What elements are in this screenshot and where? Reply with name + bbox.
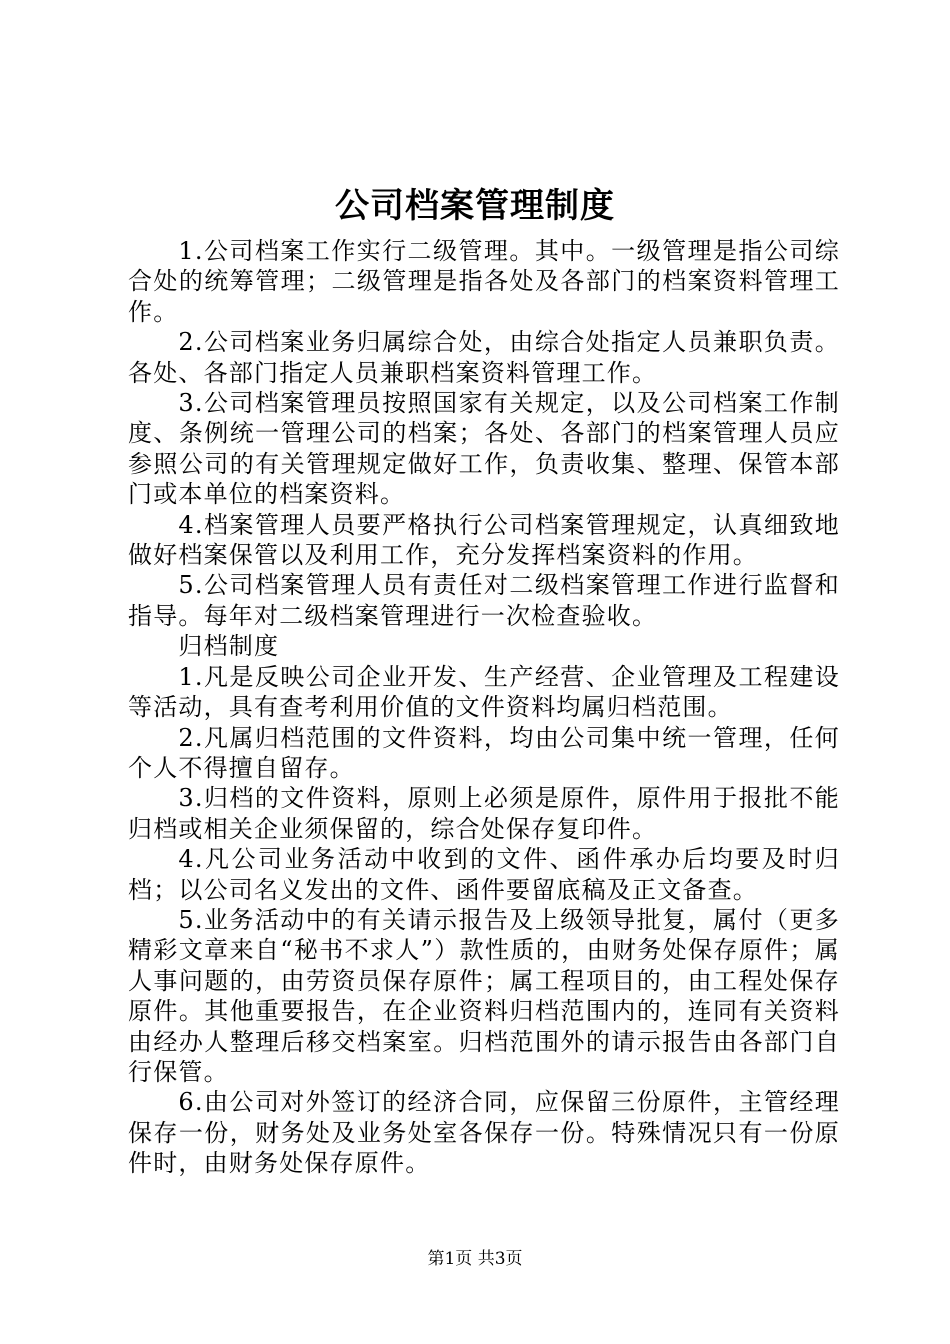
page-title: 公司档案管理制度 [335, 186, 615, 226]
section-paragraph-4: 4.凡公司业务活动中收到的文件、函件承办后均要及时归档；以公司名义发出的文件、函件要留底稿及正文备查。 [128, 845, 840, 904]
section-paragraph-5: 5.业务活动中的有关请示报告及上级领导批复，属付（更多精彩文章来自“秘书不求人”）款性质的，由财务处保存原件；属人事问题的，由劳资员保存原件；属工程项目的，由工程处保存原件。其他重要报告，在企业资料归档范围内的，连同有关资料由经办人整理后移交档案室。归档范围外的请示报告由各部门自行保管。 [128, 905, 840, 1086]
section-paragraph-1: 1.凡是反映公司企业开发、生产经营、企业管理及工程建设等活动，具有查考利用价值的文件资料均属归档范围。 [128, 662, 840, 722]
section-paragraph-6: 6.由公司对外签订的经济合同，应保留三份原件，主管经理保存一份，财务处及业务处室各保存一份。特殊情况只有一份原件时，由财务处保存原件。 [128, 1088, 840, 1178]
section-paragraph-2: 2.凡属归档范围的文件资料，均由公司集中统一管理，任何个人不得擅自留存。 [128, 723, 840, 782]
section-heading: 归档制度 [178, 632, 280, 661]
paragraph-5: 5.公司档案管理人员有责任对二级档案管理工作进行监督和指导。每年对二级档案管理进行一次检查验收。 [128, 571, 840, 630]
paragraph-2: 2.公司档案业务归属综合处，由综合处指定人员兼职负责。各处、各部门指定人员兼职档案资料管理工作。 [128, 328, 840, 387]
page-footer: 第1页 共3页 [427, 1249, 523, 1269]
paragraph-4: 4.档案管理人员要严格执行公司档案管理规定，认真细致地做好档案保管以及利用工作，充分发挥档案资料的作用。 [128, 510, 840, 570]
paragraph-1: 1.公司档案工作实行二级管理。其中。一级管理是指公司综合处的统筹管理；二级管理是指各处及各部门的档案资料管理工作。 [128, 237, 840, 326]
document-body [128, 236, 840, 1179]
paragraph-3: 3.公司档案管理员按照国家有关规定，以及公司档案工作制度、条例统一管理公司的档案；各处、各部门的档案管理人员应参照公司的有关管理规定做好工作，负责收集、整理、保管本部门或本单位的档案资料。 [128, 389, 840, 509]
section-paragraph-3: 3.归档的文件资料，原则上必须是原件，原件用于报批不能归档或相关企业须保留的，综合处保存复印件。 [128, 784, 840, 843]
